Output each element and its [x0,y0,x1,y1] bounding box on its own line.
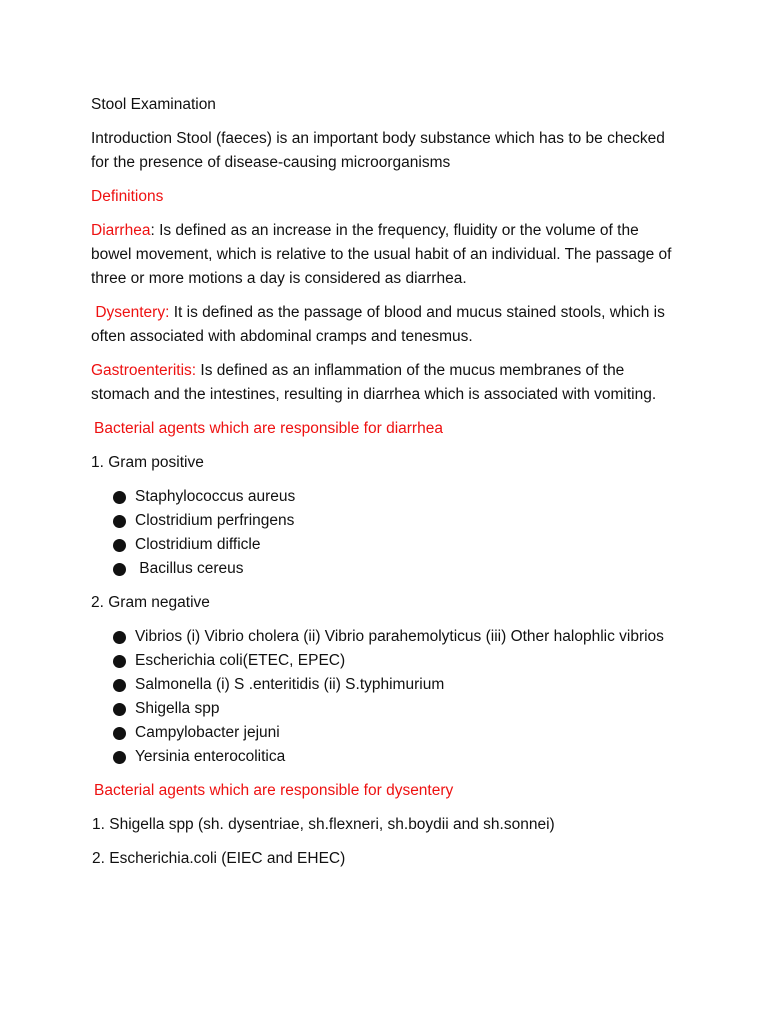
list-item-text: Shigella spp [135,700,220,717]
definitions-heading: Definitions [91,188,164,205]
list-item-text: Bacillus cereus [135,560,244,577]
dysentery-agent-item: 1. Shigella spp (sh. dysentriae, sh.flexneri, sh.boydii and sh.sonnei) [92,816,555,833]
bullet-icon [113,563,126,576]
list-item [113,649,681,673]
definition-dysentery [91,301,681,349]
dysentery-agent-item: 2. Escherichia.coli (EIEC and EHEC) [92,850,346,867]
document-title: Stool Examination [91,96,216,113]
definition-separator: : [150,222,155,239]
list-item [113,557,681,581]
list-item [113,745,681,769]
definition-text: It is defined as the passage of blood and mucus stained stools, which is often associated with abdominal cramps and tenesmus. [91,304,665,345]
list-item-text: Staphylococcus aureus [135,488,296,505]
list-item [113,673,681,697]
list-item-text: Vibrios (i) Vibrio cholera (ii) Vibrio parahemolyticus (iii) Other halophlic vibrios [135,628,664,645]
definition-text: Is defined as an increase in the frequency, fluidity or the volume of the bowel movement, which is relative to the usual habit of an individual. The passage of three or more motions a day is considered as diarrhea. [91,222,672,287]
bullet-icon [113,655,126,668]
list-item-text: Campylobacter jejuni [135,724,280,741]
definition-term: Dysentery: [95,304,170,321]
bullet-icon [113,703,126,716]
diarrhea-agents-heading: Bacterial agents which are responsible for diarrhea [94,420,443,437]
list-item [113,625,681,649]
list-item-text: Salmonella (i) S .enteritidis (ii) S.typhimurium [135,676,445,693]
definition-gastroenteritis [91,359,681,407]
document-body [91,93,681,881]
bullet-icon [113,631,126,644]
bullet-icon [113,539,126,552]
list-item-text: Clostridium difficle [135,536,261,553]
list-item [113,509,681,533]
list-item-text: Clostridium perfringens [135,512,295,529]
definition-term: Diarrhea [91,222,151,239]
gram-positive-label: 1. Gram positive [91,454,204,471]
list-item [113,533,681,557]
definition-diarrhea [91,219,681,291]
bullet-icon [113,679,126,692]
list-item-text: Escherichia coli(ETEC, EPEC) [135,652,346,669]
bullet-icon [113,727,126,740]
gram-positive-list [91,485,681,581]
list-item [113,721,681,745]
definition-text: Is defined as an inflammation of the mucus membranes of the stomach and the intestines, resulting in diarrhea which is associated with vomiting. [91,362,657,403]
gram-negative-list [91,625,681,769]
bullet-icon [113,491,126,504]
gram-negative-label: 2. Gram negative [91,594,210,611]
bullet-icon [113,515,126,528]
list-item-text: Yersinia enterocolitica [135,748,286,765]
list-item [113,697,681,721]
intro-paragraph: Introduction Stool (faeces) is an important body substance which has to be checked for the presence of disease-causing microorganisms [91,130,665,171]
dysentery-agents-heading: Bacterial agents which are responsible for dysentery [94,782,454,799]
bullet-icon [113,751,126,764]
list-item [113,485,681,509]
definition-term: Gastroenteritis: [91,362,197,379]
